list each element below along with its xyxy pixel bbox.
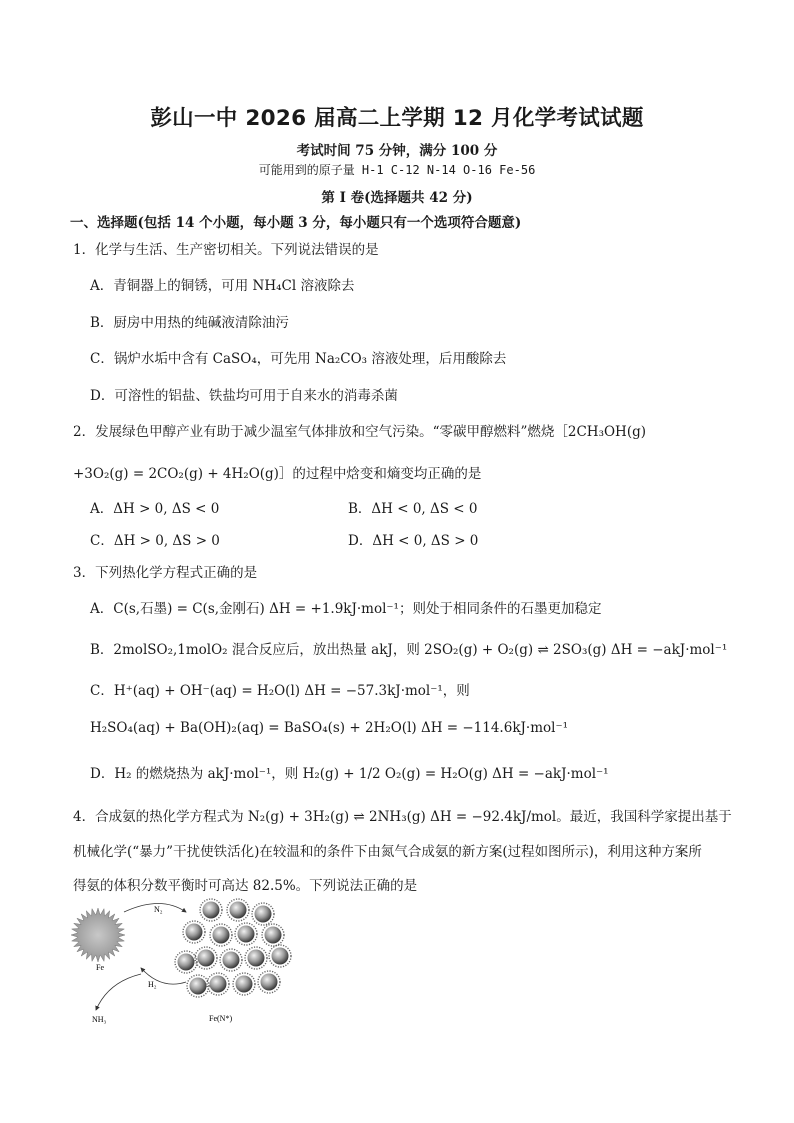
fe-ball-icon bbox=[262, 924, 284, 946]
fe-ball-icon bbox=[258, 971, 280, 993]
q3-option-d: D．H₂ 的燃烧热为 akJ·mol⁻¹，则 H₂(g) + 1/2 O₂(g) = H₂O(g) ΔH = −akJ·mol⁻¹ bbox=[90, 766, 609, 782]
section-heading: 一、选择题(包括 14 个小题，每小题 3 分，每小题只有一个选项符合题意) bbox=[70, 215, 522, 231]
fe-label: Fe bbox=[96, 963, 104, 972]
nh3-label: NH₃ bbox=[92, 1015, 107, 1024]
fe-ball-icon bbox=[245, 947, 267, 969]
fe-ball-icon bbox=[195, 947, 217, 969]
fe-n-cluster bbox=[175, 899, 291, 997]
q2-stem-line1: 2．发展绿色甲醇产业有助于减少温室气体排放和空气污染。“零碳甲醇燃料”燃烧［2CH₃OH(g) bbox=[73, 424, 647, 440]
q3-stem: 3．下列热化学方程式正确的是 bbox=[73, 565, 258, 581]
fe-ball-icon bbox=[235, 923, 257, 945]
h2-label: H₂ bbox=[148, 980, 157, 989]
nh3-arrow bbox=[96, 974, 141, 1010]
q4-stem-line3: 得氨的体积分数平衡时可高达 82.5%。下列说法正确的是 bbox=[73, 878, 418, 894]
q2-option-c: C．ΔH > 0, ΔS > 0 bbox=[90, 533, 220, 549]
exam-subtitle: 考试时间 75 分钟，满分 100 分 bbox=[296, 143, 498, 159]
q1-option-b: B．厨房中用热的纯碱液清除油污 bbox=[90, 315, 289, 331]
q3-option-b: B．2molSO₂,1molO₂ 混合反应后，放出热量 akJ，则 2SO₂(g) + O₂(g) ⇌ 2SO₃(g) ΔH = −akJ·mol⁻¹ bbox=[90, 642, 728, 658]
q2-option-b: B．ΔH < 0, ΔS < 0 bbox=[348, 501, 478, 517]
fe-particle-icon bbox=[71, 908, 125, 962]
fe-ball-icon bbox=[210, 924, 232, 946]
atomic-masses: 可能用到的原子量 H-1 C-12 N-14 O-16 Fe-56 bbox=[258, 163, 536, 177]
q1-option-a: A．青铜器上的铜锈，可用 NH₄Cl 溶液除去 bbox=[90, 278, 355, 294]
n2-label: N₂ bbox=[154, 905, 163, 914]
fe-ball-icon bbox=[227, 899, 249, 921]
q3-option-c-line1: C．H⁺(aq) + OH⁻(aq) = H₂O(l) ΔH = −57.3kJ·mol⁻¹，则 bbox=[90, 683, 470, 699]
fe-ball-icon bbox=[269, 945, 291, 967]
exam-title: 彭山一中 2026 届高二上学期 12 月化学考试试题 bbox=[150, 106, 644, 131]
fe-ball-icon bbox=[233, 973, 255, 995]
fe-ball-icon bbox=[207, 973, 229, 995]
volume-heading: 第 I 卷(选择题共 42 分) bbox=[321, 190, 473, 206]
fe-ball-icon bbox=[252, 903, 274, 925]
q4-stem-line1: 4．合成氨的热化学方程式为 N₂(g) + 3H₂(g) ⇌ 2NH₃(g) ΔH = −92.4kJ/mol。最近，我国科学家提出基于 bbox=[73, 809, 732, 825]
q1-option-c: C．锅炉水垢中含有 CaSO₄，可先用 Na₂CO₃ 溶液处理，后用酸除去 bbox=[90, 351, 507, 367]
fe-ball-icon bbox=[220, 949, 242, 971]
q1-option-d: D．可溶性的铝盐、铁盐均可用于自来水的消毒杀菌 bbox=[90, 388, 398, 404]
q3-option-a: A．C(s,石墨) = C(s,金刚石) ΔH = +1.9kJ·mol⁻¹；则处于相同条件的石墨更加稳定 bbox=[90, 601, 602, 617]
q4-stem-line2: 机械化学(“暴力”干扰使铁活化)在较温和的条件下由氮气合成氨的新方案(过程如图所示)，利用这种方案所 bbox=[73, 844, 702, 860]
fen-label: Fe(N*) bbox=[209, 1014, 233, 1023]
q2-option-d: D．ΔH < 0, ΔS > 0 bbox=[348, 533, 479, 549]
fe-ball-icon bbox=[200, 899, 222, 921]
ammonia-synthesis-figure bbox=[66, 890, 296, 1025]
fe-ball-icon bbox=[187, 975, 209, 997]
q2-stem-line2: +3O₂(g) = 2CO₂(g) + 4H₂O(g)］的过程中焓变和熵变均正确的是 bbox=[73, 466, 482, 482]
q2-option-a: A．ΔH > 0, ΔS < 0 bbox=[90, 501, 220, 517]
q1-stem: 1．化学与生活、生产密切相关。下列说法错误的是 bbox=[73, 242, 379, 258]
q3-option-c-line2: H₂SO₄(aq) + Ba(OH)₂(aq) = BaSO₄(s) + 2H₂O(l) ΔH = −114.6kJ·mol⁻¹ bbox=[90, 720, 568, 736]
fe-ball-icon bbox=[183, 921, 205, 943]
fe-ball-icon bbox=[175, 951, 197, 973]
